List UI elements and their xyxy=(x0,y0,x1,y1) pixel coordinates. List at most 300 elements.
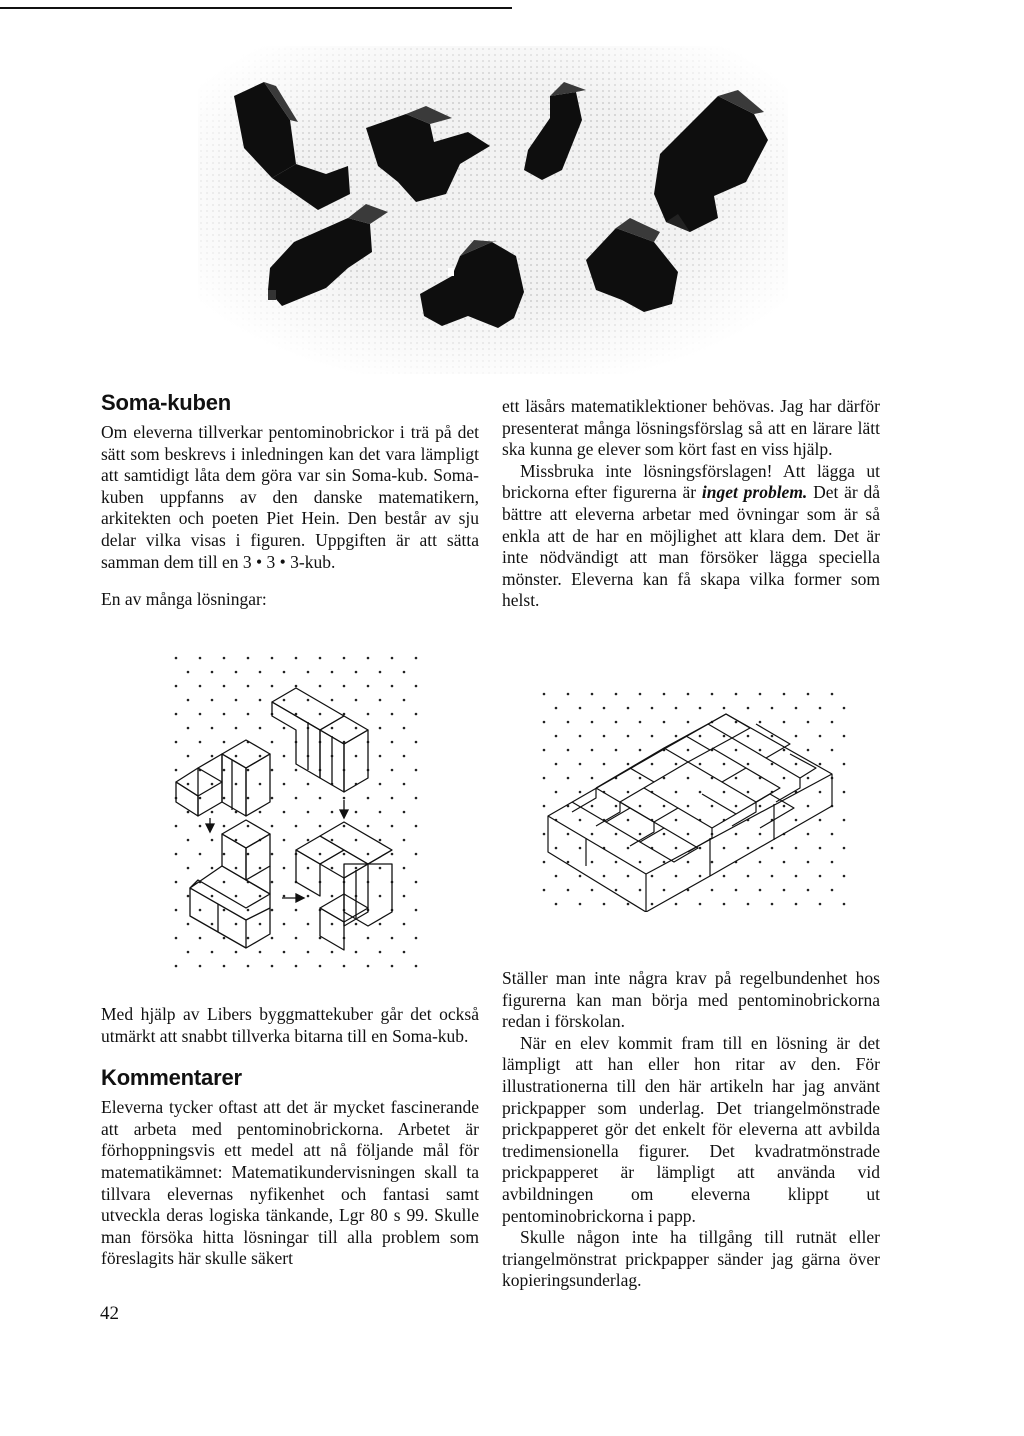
grid-dot xyxy=(651,763,654,766)
grid-dot xyxy=(603,763,606,766)
grid-dot xyxy=(807,721,810,724)
grid-dot xyxy=(175,657,178,660)
grid-dot xyxy=(555,735,558,738)
grid-dot xyxy=(355,923,358,926)
grid-dot xyxy=(675,707,678,710)
grid-dot xyxy=(355,727,358,730)
grid-dot xyxy=(283,951,286,954)
grid-dot xyxy=(747,735,750,738)
grid-dot xyxy=(283,727,286,730)
grid-dot xyxy=(379,895,382,898)
grid-dot xyxy=(319,825,322,828)
grid-dot xyxy=(367,657,370,660)
grid-dot xyxy=(735,693,738,696)
grid-dot xyxy=(699,791,702,794)
grid-dot xyxy=(235,867,238,870)
grid-dot xyxy=(783,777,786,780)
grid-dot xyxy=(687,749,690,752)
grid-dot xyxy=(783,693,786,696)
grid-dot xyxy=(675,875,678,878)
grid-dot xyxy=(591,749,594,752)
kommentarer-heading: Kommentarer xyxy=(101,1065,242,1091)
grid-dot xyxy=(391,685,394,688)
right-bottom-paragraph-2: När en elev kommit fram till en lösning är det lämpligt att han eller hon ritar av den. För illustrationerna till den här artikeln har jag använt prickpapper som underlag. Det triangelmönstrade prickpapperet gör det enkelt för eleverna att avbilda tredimensionella figurer. Det kvadratmönstrade prickpapperet är lämpligt att använda vid avbildningen om eleverna klippt ut pentominobrickorna i papp. xyxy=(502,1032,880,1226)
grid-dot xyxy=(379,951,382,954)
grid-dot xyxy=(295,657,298,660)
grid-dot xyxy=(391,797,394,800)
grid-dot xyxy=(543,833,546,836)
grid-dot xyxy=(235,755,238,758)
soma-paragraph: Om eleverna tillverkar pentominobrickor i trä på det sätt som beskrevs i inledningen kan det vara lämpligt att samtidigt låta dem göra var sin Soma-kub. Soma-kuben uppfanns av den danske matematikern, arkitekten och poeten Piet Hein. Den består av sju delar vilka visas i figuren. Uppgiften är att sätta samman dem till en 3 • 3 • 3-kub. xyxy=(101,422,479,572)
grid-dot xyxy=(271,825,274,828)
grid-dot xyxy=(627,735,630,738)
grid-dot xyxy=(223,685,226,688)
grid-dot xyxy=(783,861,786,864)
grid-dot xyxy=(663,721,666,724)
grid-dot xyxy=(699,707,702,710)
grid-dot xyxy=(223,825,226,828)
grid-dot xyxy=(259,755,262,758)
grid-dot xyxy=(259,671,262,674)
grid-dot xyxy=(711,805,714,808)
grid-dot xyxy=(199,657,202,660)
grid-dot xyxy=(639,889,642,892)
grid-dot xyxy=(591,861,594,864)
grid-dot xyxy=(759,693,762,696)
grid-dot xyxy=(271,685,274,688)
grid-dot xyxy=(307,839,310,842)
grid-dot xyxy=(579,763,582,766)
grid-dot xyxy=(723,791,726,794)
grid-dot xyxy=(223,965,226,968)
grid-dot xyxy=(615,805,618,808)
grid-dot xyxy=(555,707,558,710)
grid-dot xyxy=(235,895,238,898)
grid-dot xyxy=(543,777,546,780)
grid-dot xyxy=(831,861,834,864)
grid-dot xyxy=(295,685,298,688)
grid-dot xyxy=(819,903,822,906)
grid-dot xyxy=(343,853,346,856)
pentomino-isometric-drawing-icon xyxy=(536,686,846,912)
grid-dot xyxy=(199,685,202,688)
grid-dot xyxy=(651,903,654,906)
grid-dot xyxy=(415,937,418,940)
grid-dot xyxy=(235,923,238,926)
grid-dot xyxy=(843,847,846,850)
grid-dot xyxy=(819,847,822,850)
grid-dot xyxy=(403,699,406,702)
right-top-column xyxy=(502,396,880,612)
grid-dot xyxy=(199,965,202,968)
grid-dot xyxy=(175,825,178,828)
grid-dot xyxy=(199,937,202,940)
grid-dot xyxy=(615,693,618,696)
grid-dot xyxy=(199,797,202,800)
grid-dot xyxy=(259,895,262,898)
grid-dot xyxy=(187,699,190,702)
grid-dot xyxy=(343,965,346,968)
grid-dot xyxy=(199,853,202,856)
grid-dot xyxy=(295,937,298,940)
grid-dot xyxy=(223,797,226,800)
grid-dot xyxy=(579,735,582,738)
grid-dot xyxy=(259,727,262,730)
grid-dot xyxy=(295,965,298,968)
grid-dot xyxy=(223,769,226,772)
grid-dot xyxy=(723,763,726,766)
grid-dot xyxy=(331,867,334,870)
grid-dot xyxy=(379,755,382,758)
grid-dot xyxy=(259,867,262,870)
grid-dot xyxy=(247,853,250,856)
grid-dot xyxy=(807,861,810,864)
grid-dot xyxy=(795,875,798,878)
grid-dot xyxy=(819,763,822,766)
grid-dot xyxy=(283,783,286,786)
grid-dot xyxy=(355,755,358,758)
grid-dot xyxy=(675,847,678,850)
grid-dot xyxy=(259,923,262,926)
grid-dot xyxy=(723,707,726,710)
grid-dot xyxy=(211,895,214,898)
soma-cube-pieces-photo-icon xyxy=(198,46,788,374)
grid-dot xyxy=(415,685,418,688)
grid-dot xyxy=(627,791,630,794)
grid-dot xyxy=(819,791,822,794)
grid-dot xyxy=(639,693,642,696)
grid-dot xyxy=(651,707,654,710)
grid-dot xyxy=(187,783,190,786)
grid-dot xyxy=(723,735,726,738)
grid-dot xyxy=(331,727,334,730)
grid-dot xyxy=(367,853,370,856)
grid-dot xyxy=(391,853,394,856)
grid-dot xyxy=(711,861,714,864)
grid-dot xyxy=(331,699,334,702)
grid-dot xyxy=(663,833,666,836)
grid-dot xyxy=(403,951,406,954)
grid-dot xyxy=(615,861,618,864)
grid-dot xyxy=(555,847,558,850)
libers-paragraph: Med hjälp av Libers byggmattekuber går det också utmärkt att snabbt tillverka bitarna till en Soma-kub. xyxy=(101,1004,479,1046)
grid-dot xyxy=(187,895,190,898)
grid-dot xyxy=(175,853,178,856)
grid-dot xyxy=(723,903,726,906)
grid-dot xyxy=(403,671,406,674)
grid-dot xyxy=(699,847,702,850)
grid-dot xyxy=(271,657,274,660)
grid-dot xyxy=(223,881,226,884)
grid-dot xyxy=(735,721,738,724)
grid-dot xyxy=(223,657,226,660)
grid-dot xyxy=(543,721,546,724)
grid-dot xyxy=(247,769,250,772)
grid-dot xyxy=(699,763,702,766)
grid-dot xyxy=(331,811,334,814)
pentomino-figure xyxy=(536,686,846,912)
grid-dot xyxy=(675,791,678,794)
grid-dot xyxy=(771,875,774,878)
grid-dot xyxy=(627,763,630,766)
grid-dot xyxy=(199,825,202,828)
grid-dot xyxy=(615,833,618,836)
grid-dot xyxy=(307,951,310,954)
grid-dot xyxy=(355,867,358,870)
grid-dot xyxy=(403,727,406,730)
grid-dot xyxy=(175,965,178,968)
grid-dot xyxy=(355,951,358,954)
grid-dot xyxy=(651,875,654,878)
grid-dot xyxy=(211,867,214,870)
grid-dot xyxy=(391,965,394,968)
grid-dot xyxy=(591,833,594,836)
right-bottom-paragraph-1: Ställer man inte några krav på regelbundenhet hos figurerna kan man börja med pentominobrickorna redan i förskolan. xyxy=(502,968,880,1032)
grid-dot xyxy=(795,735,798,738)
grid-dot xyxy=(615,749,618,752)
grid-dot xyxy=(187,727,190,730)
grid-dot xyxy=(355,699,358,702)
emphasis-inget-problem: inget problem. xyxy=(701,482,808,503)
grid-dot xyxy=(403,783,406,786)
grid-dot xyxy=(367,937,370,940)
grid-dot xyxy=(699,735,702,738)
grid-dot xyxy=(555,903,558,906)
grid-dot xyxy=(391,741,394,744)
grid-dot xyxy=(379,867,382,870)
grid-dot xyxy=(819,707,822,710)
grid-dot xyxy=(283,839,286,842)
grid-dot xyxy=(807,777,810,780)
grid-dot xyxy=(783,889,786,892)
grid-dot xyxy=(627,847,630,850)
grid-dot xyxy=(759,749,762,752)
grid-dot xyxy=(603,707,606,710)
grid-dot xyxy=(699,875,702,878)
grid-dot xyxy=(663,693,666,696)
grid-dot xyxy=(843,791,846,794)
grid-dot xyxy=(639,833,642,836)
grid-dot xyxy=(555,875,558,878)
grid-dot xyxy=(295,769,298,772)
grid-dot xyxy=(379,839,382,842)
grid-dot xyxy=(591,693,594,696)
grid-dot xyxy=(651,735,654,738)
grid-dot xyxy=(211,783,214,786)
grid-dot xyxy=(187,923,190,926)
grid-dot xyxy=(355,671,358,674)
grid-dot xyxy=(283,811,286,814)
comment-paragraph: Eleverna tycker oftast att det är mycket fascinerande att arbeta med pentominobrickorna. Arbetet är förhoppningsvis ett medel att nå följande mål för matematikämnet: Matematikundervisningen skall ta tillvara elevernas nyfikenhet och fantasi samt utveckla deras logiska tänkande, Lgr 80 s 99. Skulle man försöka hitta lösningar till alla problem som föreslagits här skulle säkert xyxy=(101,1097,479,1269)
grid-dot xyxy=(747,791,750,794)
grid-dot xyxy=(343,685,346,688)
grid-dot xyxy=(759,833,762,836)
grid-dot xyxy=(543,749,546,752)
grid-dot xyxy=(687,805,690,808)
grid-dot xyxy=(687,721,690,724)
grid-dot xyxy=(663,805,666,808)
grid-dot xyxy=(331,839,334,842)
grid-dot xyxy=(367,797,370,800)
grid-dot xyxy=(307,923,310,926)
grid-dot xyxy=(403,839,406,842)
grid-dot xyxy=(343,657,346,660)
grid-dot xyxy=(259,811,262,814)
grid-dot xyxy=(747,707,750,710)
soma-pieces-photo xyxy=(198,46,788,374)
grid-dot xyxy=(247,685,250,688)
grid-dot xyxy=(711,693,714,696)
grid-dot xyxy=(795,707,798,710)
grid-dot xyxy=(379,811,382,814)
grid-dot xyxy=(259,783,262,786)
grid-dot xyxy=(379,727,382,730)
grid-dot xyxy=(283,755,286,758)
grid-dot xyxy=(223,937,226,940)
grid-dot xyxy=(307,867,310,870)
grid-dot xyxy=(271,909,274,912)
grid-dot xyxy=(639,749,642,752)
grid-dot xyxy=(663,889,666,892)
grid-dot xyxy=(247,713,250,716)
grid-dot xyxy=(331,923,334,926)
grid-dot xyxy=(735,777,738,780)
grid-dot xyxy=(379,671,382,674)
grid-dot xyxy=(199,909,202,912)
grid-dot xyxy=(783,721,786,724)
grid-dot xyxy=(807,889,810,892)
grid-dot xyxy=(271,769,274,772)
grid-dot xyxy=(211,839,214,842)
grid-dot xyxy=(567,833,570,836)
grid-dot xyxy=(247,965,250,968)
grid-dot xyxy=(211,923,214,926)
soma-assembly-figure xyxy=(168,650,418,970)
grid-dot xyxy=(403,811,406,814)
grid-dot xyxy=(415,741,418,744)
grid-dot xyxy=(403,867,406,870)
grid-dot xyxy=(567,777,570,780)
grid-dot xyxy=(211,671,214,674)
grid-dot xyxy=(783,749,786,752)
grid-dot xyxy=(367,685,370,688)
grid-dot xyxy=(843,707,846,710)
grid-dot xyxy=(579,791,582,794)
grid-dot xyxy=(247,937,250,940)
grid-dot xyxy=(579,847,582,850)
grid-dot xyxy=(187,951,190,954)
grid-dot xyxy=(675,763,678,766)
grid-dot xyxy=(367,965,370,968)
grid-dot xyxy=(391,825,394,828)
grid-dot xyxy=(343,797,346,800)
grid-dot xyxy=(175,909,178,912)
grid-dot xyxy=(175,881,178,884)
grid-dot xyxy=(175,741,178,744)
grid-dot xyxy=(211,811,214,814)
grid-dot xyxy=(259,951,262,954)
grid-dot xyxy=(187,755,190,758)
grid-dot xyxy=(675,819,678,822)
grid-dot xyxy=(819,875,822,878)
grid-dot xyxy=(819,735,822,738)
grid-dot xyxy=(211,727,214,730)
grid-dot xyxy=(639,777,642,780)
grid-dot xyxy=(843,763,846,766)
grid-dot xyxy=(747,903,750,906)
grid-dot xyxy=(391,937,394,940)
grid-dot xyxy=(795,819,798,822)
grid-dot xyxy=(367,713,370,716)
grid-dot xyxy=(211,755,214,758)
grid-dot xyxy=(415,825,418,828)
grid-dot xyxy=(343,825,346,828)
grid-dot xyxy=(687,833,690,836)
grid-dot xyxy=(403,755,406,758)
grid-dot xyxy=(319,685,322,688)
grid-dot xyxy=(567,693,570,696)
grid-dot xyxy=(403,923,406,926)
grid-dot xyxy=(759,889,762,892)
right-bottom-paragraph-3: Skulle någon inte ha tillgång till rutnät eller triangelmönstrat prickpapper sänder jag gärna över kopieringsunderlag. xyxy=(502,1227,880,1291)
grid-dot xyxy=(771,707,774,710)
grid-dot xyxy=(271,937,274,940)
grid-dot xyxy=(831,889,834,892)
grid-dot xyxy=(223,853,226,856)
grid-dot xyxy=(543,861,546,864)
top-rule xyxy=(0,7,512,9)
grid-dot xyxy=(735,889,738,892)
grid-dot xyxy=(319,965,322,968)
grid-dot xyxy=(831,721,834,724)
grid-dot xyxy=(771,735,774,738)
paragraph-2-start: Missbruka inte lösningsförslagen! Att lägga ut brickorna efter figurerna är xyxy=(502,460,880,503)
grid-dot xyxy=(819,819,822,822)
grid-dot xyxy=(175,937,178,940)
grid-dot xyxy=(687,861,690,864)
grid-dot xyxy=(319,713,322,716)
grid-dot xyxy=(579,903,582,906)
grid-dot xyxy=(639,805,642,808)
grid-dot xyxy=(627,875,630,878)
grid-dot xyxy=(415,769,418,772)
grid-dot xyxy=(795,847,798,850)
grid-dot xyxy=(199,713,202,716)
grid-dot xyxy=(235,671,238,674)
grid-dot xyxy=(747,763,750,766)
grid-dot xyxy=(735,749,738,752)
grid-dot xyxy=(175,713,178,716)
grid-dot xyxy=(283,671,286,674)
grid-dot xyxy=(699,903,702,906)
grid-dot xyxy=(723,847,726,850)
solutions-label: En av många lösningar: xyxy=(101,589,267,610)
grid-dot xyxy=(639,721,642,724)
grid-dot xyxy=(187,811,190,814)
grid-dot xyxy=(283,867,286,870)
grid-dot xyxy=(271,853,274,856)
grid-dot xyxy=(331,895,334,898)
grid-dot xyxy=(223,909,226,912)
grid-dot xyxy=(759,805,762,808)
grid-dot xyxy=(211,951,214,954)
grid-dot xyxy=(627,819,630,822)
grid-dot xyxy=(307,895,310,898)
grid-dot xyxy=(543,889,546,892)
grid-dot xyxy=(807,749,810,752)
grid-dot xyxy=(295,825,298,828)
grid-dot xyxy=(591,777,594,780)
